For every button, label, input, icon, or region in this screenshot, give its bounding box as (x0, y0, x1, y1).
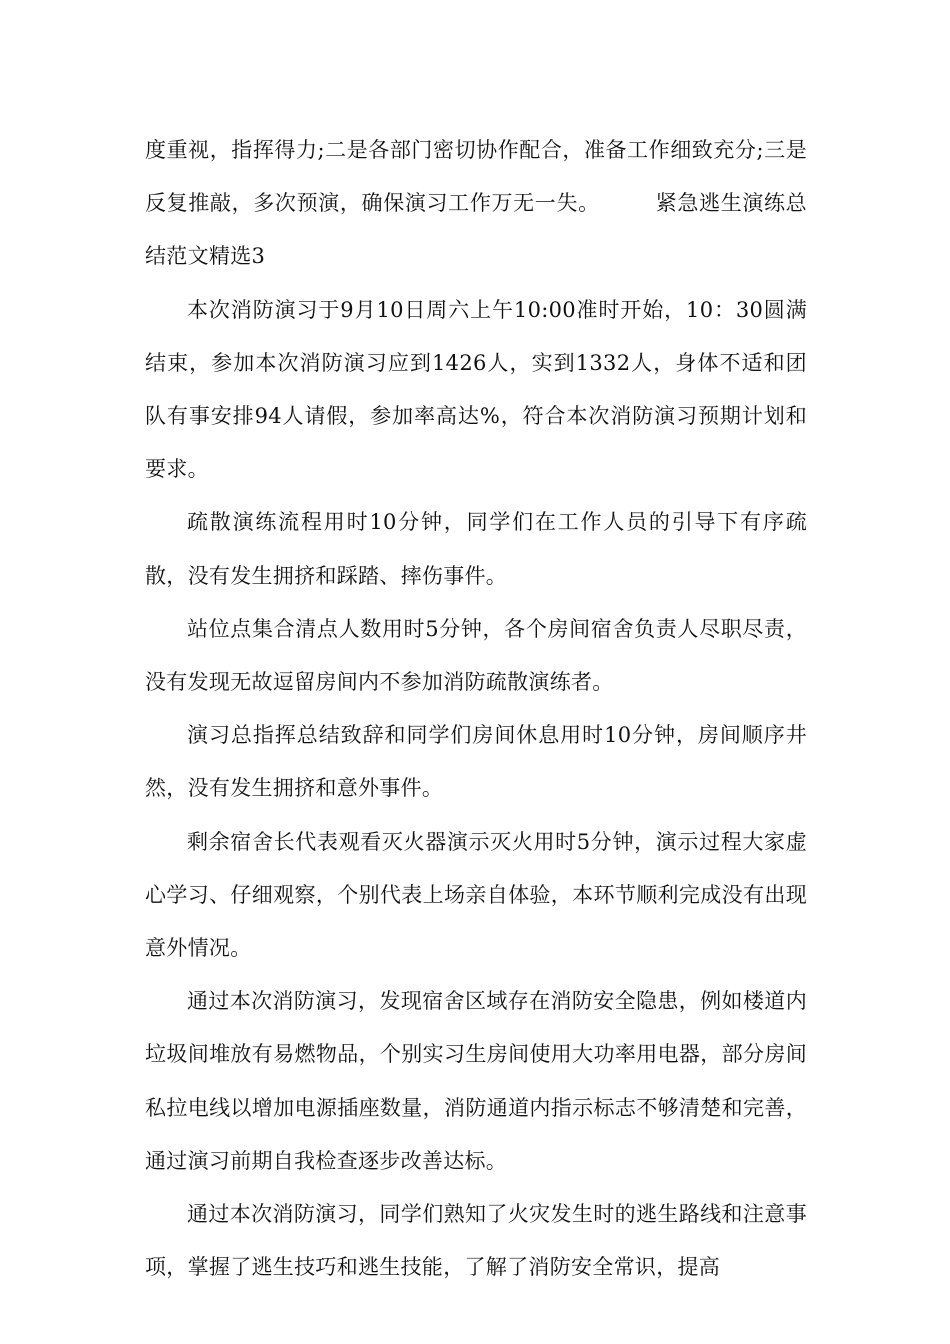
paragraph-5: 剩余宿舍长代表观看灭火器演示灭火用时5分钟，演示过程大家虚心学习、仔细观察，个别代表上场亲自体验，本环节顺利完成没有出现意外情况。 (145, 829, 807, 961)
section-heading: 紧急逃生演练总结范文精选3 (145, 191, 807, 269)
continued-paragraph-text: 度重视，指挥得力;二是各部门密切协作配合，准备工作细致充分;三是反复推敲，多次预演，确保演习工作万无一失。 (145, 138, 807, 216)
paragraph-6: 通过本次消防演习，发现宿舍区域存在消防安全隐患，例如楼道内垃圾间堆放有易燃物品，个别实习生房间使用大功率用电器，部分房间私拉电线以增加电源插座数量，消防通道内指示标志不够清楚和完善，通过演习前期自我检查逐步改善达标。 (145, 989, 807, 1173)
paragraph-2: 疏散演练流程用时10分钟，同学们在工作人员的引导下有序疏散，没有发生拥挤和踩踏、摔伤事件。 (145, 510, 807, 588)
paragraph-4: 演习总指挥总结致辞和同学们房间休息用时10分钟，房间顺序井然，没有发生拥挤和意外事件。 (145, 723, 807, 801)
paragraph-7: 通过本次消防演习，同学们熟知了火灾发生时的逃生路线和注意事项，掌握了逃生技巧和逃生技能，了解了消防安全常识，提高 (145, 1202, 807, 1280)
paragraph-3: 站位点集合清点人数用时5分钟，各个房间宿舍负责人尽职尽责，没有发现无故逗留房间内不参加消防疏散演练者。 (145, 616, 807, 695)
document-body (145, 124, 807, 1294)
continued-paragraph (145, 124, 807, 284)
paragraph-1: 本次消防演习于9月10日周六上午10:00准时开始，10：30圆满结束，参加本次消防演习应到1426人，实到1332人，身体不适和团队有事安排94人请假，参加率高达%，符合本次消防演习预期计划和要求。 (145, 297, 807, 482)
